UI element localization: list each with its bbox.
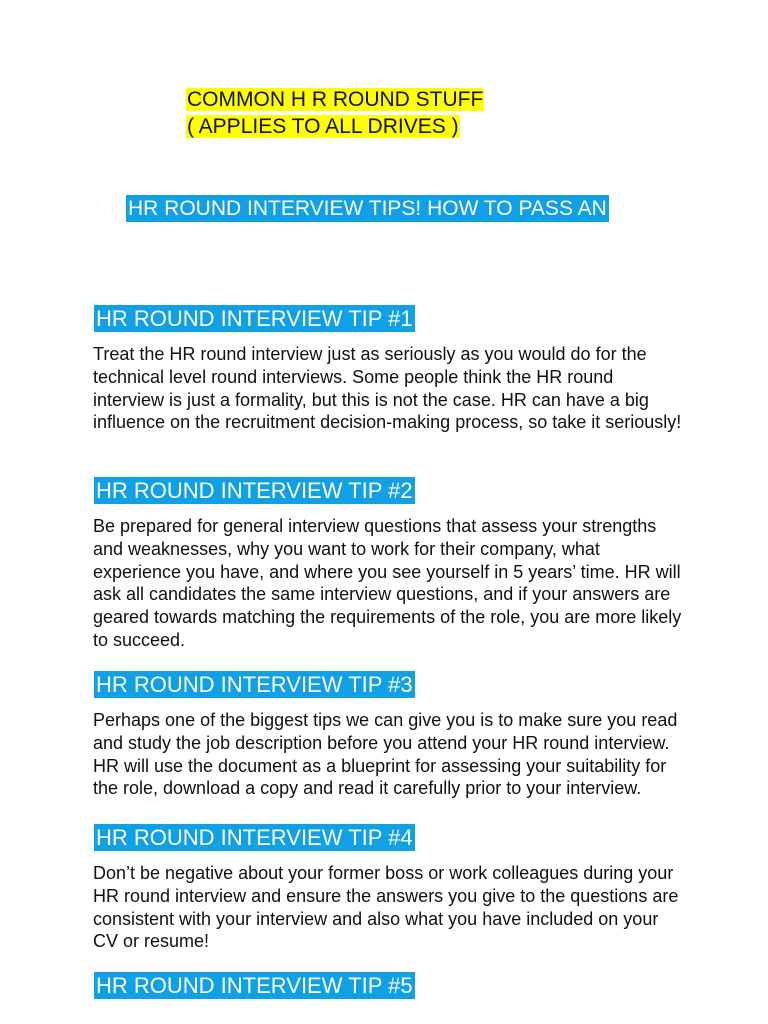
page-subheading: HR ROUND INTERVIEW TIPS! HOW TO PASS AN bbox=[128, 197, 607, 220]
tip-3-heading: HR ROUND INTERVIEW TIP #3 bbox=[96, 672, 413, 697]
document-header bbox=[186, 86, 484, 140]
tip-4-heading: HR ROUND INTERVIEW TIP #4 bbox=[96, 825, 413, 850]
tip-4-body: Don’t be negative about your former boss or work colleagues during your HR round interview and ensure the answers you give to the questions are consistent with your interview and also what you have included on your CV or resume! bbox=[93, 863, 679, 952]
tip-2-body: Be prepared for general interview questions that assess your strengths and weaknesses, why you want to work for their company, what experience you have, and where you see yourself in 5 years’ time. HR will ask all candidates the same interview questions, and if your answers are geared towards matching the requirements of the role, you are more likely to succeed. bbox=[93, 516, 682, 650]
tip-3-body: Perhaps one of the biggest tips we can give you is to make sure you read and study the job description before you attend your HR round interview. HR will use the document as a blueprint for assessing your suitability for the role, download a copy and read it carefully prior to your interview. bbox=[93, 710, 678, 799]
tip-5-heading: HR ROUND INTERVIEW TIP #5 bbox=[96, 973, 413, 998]
tip-1-heading: HR ROUND INTERVIEW TIP #1 bbox=[96, 306, 413, 331]
header-line-2: ( APPLIES TO ALL DRIVES ) bbox=[187, 115, 459, 138]
tip-2-heading: HR ROUND INTERVIEW TIP #2 bbox=[96, 478, 413, 503]
header-line-1: COMMON H R ROUND STUFF bbox=[187, 88, 484, 111]
tip-1-body: Treat the HR round interview just as seriously as you would do for the technical level round interviews. Some people think the HR round interview is just a formality, but this is not the case. HR can have a big influence on the recruitment decision-making process, so take it seriously! bbox=[93, 344, 682, 433]
